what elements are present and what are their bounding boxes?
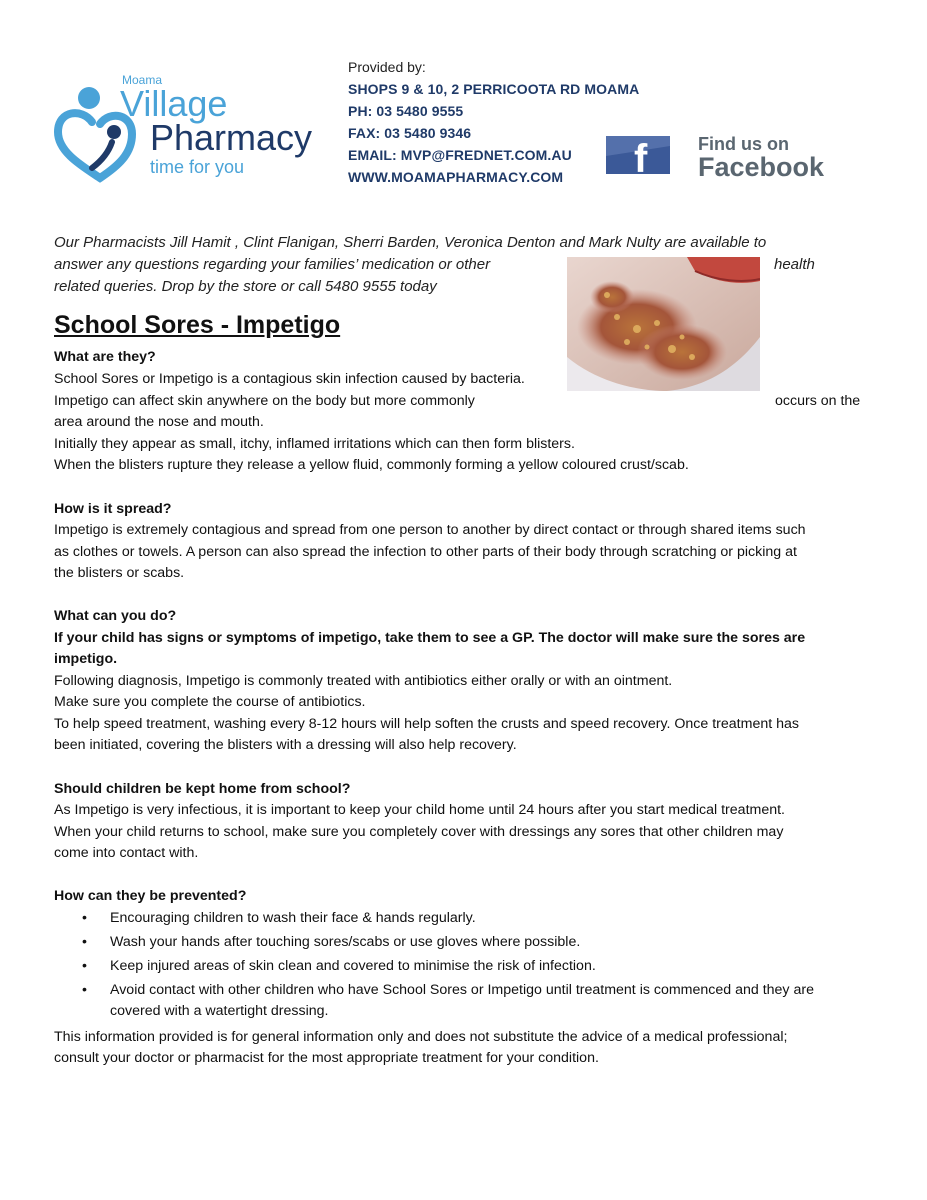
paragraph-line: as clothes or towels. A person can also spread the infection to other parts of their body through scratching or picking at [54, 544, 797, 560]
contact-block [348, 56, 639, 188]
facebook-line1: Find us on [698, 134, 789, 154]
logo-line2: Pharmacy [150, 117, 313, 158]
facebook-line2: Facebook [698, 152, 825, 182]
paragraph-line-bold: If your child has signs or symptoms of impetigo, take them to see a GP. The doctor will make sure the sores are [54, 630, 806, 646]
bullet-glyph: • [82, 982, 87, 998]
logo-tagline: time for you [150, 157, 245, 177]
section-heading: What can you do? [54, 608, 177, 624]
paragraph-line: Initially they appear as small, itchy, inflamed irritations which can then form blisters. [54, 436, 575, 452]
bullet-glyph: • [82, 934, 87, 950]
paragraph-line: When your child returns to school, make sure you completely cover with dressings any sores that other children may [54, 824, 784, 840]
paragraph-line: As Impetigo is very infectious, it is important to keep your child home until 24 hours after you start medical treatment. [54, 802, 785, 818]
section-heading: What are they? [54, 349, 156, 365]
paragraph-line: Impetigo can affect skin anywhere on the body but more commonly [54, 393, 475, 409]
address-line: SHOPS 9 & 10, 2 PERRICOOTA RD MOAMA [348, 81, 640, 97]
provided-by-label: Provided by: [348, 59, 426, 75]
paragraph-line: Following diagnosis, Impetigo is commonly treated with antibiotics either orally or with an ointment. [54, 673, 673, 689]
impetigo-photo [567, 257, 760, 391]
phone-line: PH: 03 5480 9555 [348, 103, 464, 119]
intro-line: answer any questions regarding your families’ medication or other [54, 256, 491, 273]
intro-line: related queries. Drop by the store or call 5480 9555 today [54, 278, 437, 295]
logo-small-text: Moama [122, 73, 163, 87]
bullet-glyph: • [82, 958, 87, 974]
paragraph-line-bold: impetigo. [54, 651, 118, 667]
section-heading: Should children be kept home from school? [54, 781, 351, 797]
intro-line: Our Pharmacists Jill Hamit , Clint Flanigan, Sherri Barden, Veronica Denton and Mark Nulty are available to [54, 234, 767, 251]
page-title: School Sores - Impetigo [54, 311, 341, 339]
paragraph-line: the blisters or scabs. [54, 565, 185, 581]
list-item: • Encouraging children to wash their face & hands regularly. [54, 908, 874, 929]
email-line[interactable]: EMAIL: MVP@FREDNET.COM.AU [348, 147, 572, 163]
paragraph-line: area around the nose and mouth. [54, 414, 264, 430]
section-heading: How can they be prevented? [54, 888, 247, 904]
section-heading: How is it spread? [54, 501, 172, 517]
paragraph-line: been initiated, covering the blisters with a dressing will also help recovery. [54, 737, 517, 753]
paragraph-line: come into contact with. [54, 845, 199, 861]
paragraph-line: occurs on the [775, 393, 861, 409]
svg-text:f: f [634, 137, 648, 181]
list-item: • Avoid contact with other children who have School Sores or Impetigo until treatment is commenced and they are covered with a watertight dressing. [82, 982, 814, 1019]
logo-line1: Village [120, 83, 228, 124]
fax-line: FAX: 03 5480 9346 [348, 125, 472, 141]
pharmacy-logo [52, 70, 342, 185]
website-line[interactable]: WWW.MOAMAPHARMACY.COM [348, 169, 564, 185]
disclaimer-line: consult your doctor or pharmacist for the most appropriate treatment for your condition. [54, 1050, 599, 1066]
paragraph-line: Impetigo is extremely contagious and spread from one person to another by direct contact or through shared items such [54, 522, 806, 538]
prevention-list [54, 908, 874, 1025]
disclaimer-line: This information provided is for general information only and does not substitute the advice of a medical professional; [54, 1029, 788, 1045]
bullet-glyph: • [82, 910, 87, 926]
list-item: • Keep injured areas of skin clean and covered to minimise the risk of infection. [54, 956, 874, 977]
paragraph-line: Make sure you complete the course of antibiotics. [54, 694, 366, 710]
paragraph-line: To help speed treatment, washing every 8-12 hours will help soften the crusts and speed recovery. Once treatment has [54, 716, 799, 732]
intro-line: health [774, 256, 815, 273]
paragraph-line: When the blisters rupture they release a yellow fluid, commonly forming a yellow coloured crust/scab. [54, 457, 689, 473]
paragraph-line: School Sores or Impetigo is a contagious skin infection caused by bacteria. [54, 371, 525, 387]
list-item: • Wash your hands after touching sores/scabs or use gloves where possible. [54, 932, 874, 953]
facebook-f-icon [606, 136, 670, 181]
facebook-badge[interactable] [604, 132, 884, 184]
